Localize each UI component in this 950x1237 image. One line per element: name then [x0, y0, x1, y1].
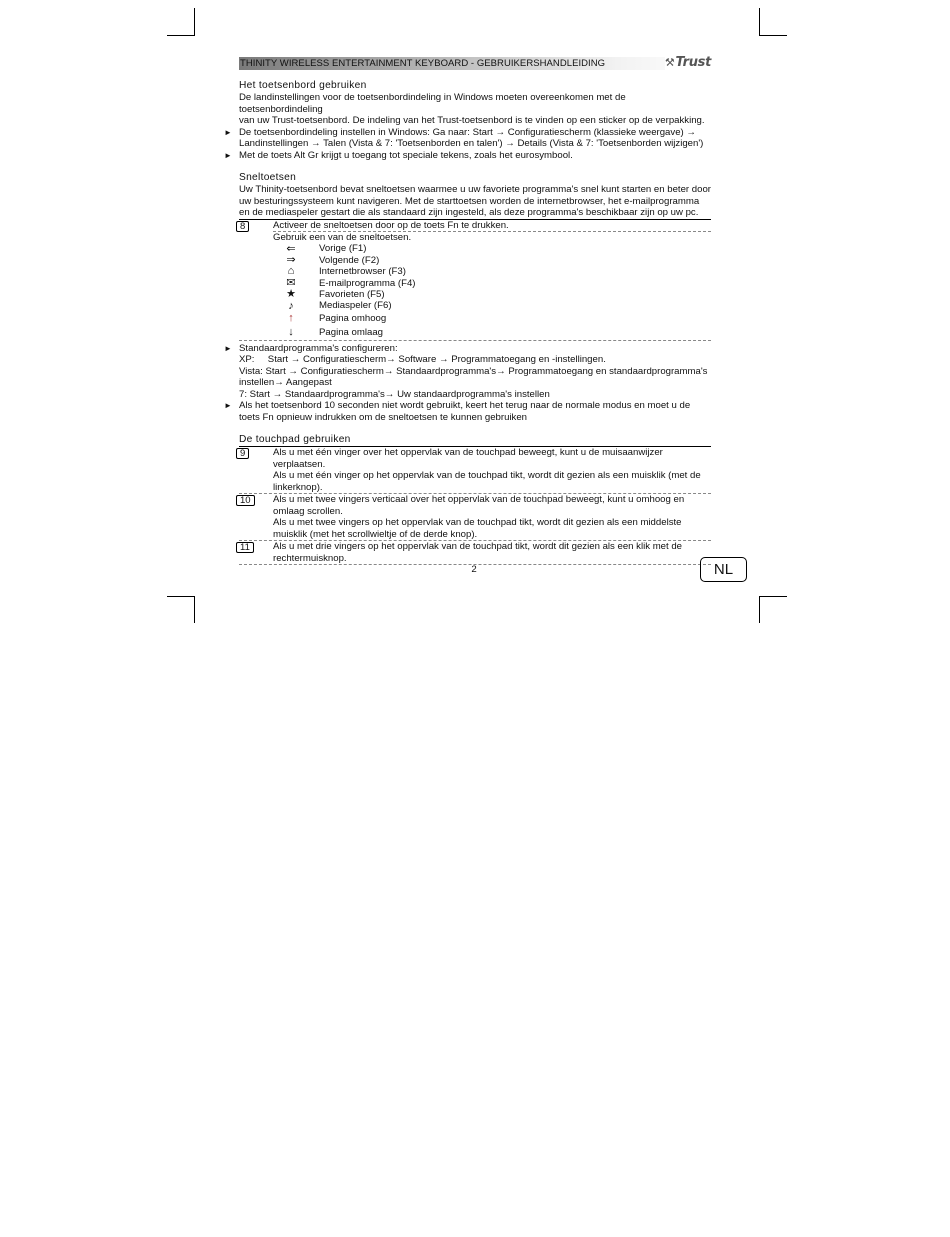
hotkey-item	[273, 266, 711, 277]
paragraph-line: van uw Trust-toetsenbord. De indeling van het Trust-toetsenbord is te vinden op een sticker op de verpakking.	[239, 115, 705, 126]
step-text: Gebruik een van de sneltoetsen.	[273, 232, 412, 243]
step-text: Als u met twee vingers op het oppervlak van de touchpad tikt, wordt dit gezien als een middelste	[273, 517, 682, 529]
step-row-11	[239, 541, 711, 565]
paragraph-line: De landinstellingen voor de toetsenbordindeling in Windows moeten overeenkomen met de toetsenbordindeling	[239, 92, 626, 115]
trust-logo	[665, 55, 711, 70]
language-tab: NL	[700, 557, 747, 582]
hotkey-label: E-mailprogramma (F4)	[319, 277, 416, 289]
bullet-alt-gr	[239, 150, 711, 162]
paragraph-line: toets Fn opnieuw indrukken om de sneltoetsen te kunnen gebruiken	[239, 411, 527, 423]
paragraph-line: XP: Start → Configuratiescherm→ Software → Programmatoegang en -instellingen.	[239, 354, 606, 366]
step-text: linkerknop).	[273, 481, 323, 493]
step-number: 11	[236, 542, 254, 553]
crop-mark	[194, 8, 195, 35]
page-content	[239, 80, 711, 565]
crop-mark	[167, 35, 195, 36]
hotkey-label: Mediaspeler (F6)	[319, 300, 392, 312]
page-down-icon: ↓	[288, 326, 294, 339]
crop-mark	[759, 596, 760, 623]
step-text: Als u met één vinger over het oppervlak van de touchpad beweegt, kunt u de muisaanwijzer	[273, 447, 663, 459]
hotkey-label: Internetbrowser (F3)	[319, 266, 406, 278]
step-text: muisklik (met het scrollwieltje of de derde knop).	[273, 528, 478, 540]
music-note-icon: ♪	[288, 299, 294, 312]
crop-mark	[759, 596, 787, 597]
step-text: rechtermuisknop.	[273, 552, 347, 564]
star-icon: ★	[286, 288, 296, 301]
step-number: 9	[236, 448, 249, 459]
paragraph-line: Vista: Start → Configuratiescherm→ Standaardprogramma's→ Programmatoegang en standaardprogramma's	[239, 365, 708, 377]
hotkey-list	[239, 244, 711, 341]
step-number: 10	[236, 495, 255, 506]
crop-mark	[167, 596, 195, 597]
paragraph-line: 7: Start → Standaardprogramma's→ Uw standaardprogramma's instellen	[239, 388, 550, 400]
section-heading-hotkeys: Sneltoetsen	[239, 172, 297, 183]
hotkey-label: Vorige (F1)	[319, 243, 367, 255]
paragraph-line: Uw Thinity-toetsenbord bevat sneltoetsen waarmee u uw favoriete programma's snel kunt starten en beter door	[239, 184, 711, 195]
paragraph-line: uw besturingssysteem kunt navigeren. Met de starttoetsen worden de internetbrowser, het e-mailprogramma	[239, 195, 700, 207]
step-row-8	[239, 219, 711, 244]
step-text: verplaatsen.	[273, 458, 326, 470]
step-text: Als u met drie vingers op het oppervlak van de touchpad tikt, wordt dit gezien als een klik met de	[273, 541, 683, 553]
hotkey-label: Volgende (F2)	[319, 254, 380, 266]
bullet-keyboard-layout	[239, 127, 711, 150]
crop-mark	[759, 8, 760, 35]
step-text: Als u met twee vingers verticaal over het oppervlak van de touchpad beweegt, kunt u omhoog en	[273, 494, 685, 506]
paragraph-line: ► De toetsenbordindeling instellen in Windows: Ga naar: Start → Configuratiescherm (klassieke weergave) →	[239, 126, 696, 138]
hotkey-label: Pagina omlaag	[319, 327, 384, 339]
paragraph-line: en de mediaspeler gestart die als standaard zijn ingesteld, als deze programma's beschikbaar zijn op uw pc.	[239, 207, 699, 218]
paragraph-line: instellen→ Aangepast	[239, 377, 332, 389]
home-icon: ⌂	[287, 265, 295, 278]
bullet-timeout	[239, 400, 711, 423]
document-title: THINITY WIRELESS ENTERTAINMENT KEYBOARD - GEBRUIKERSHANDLEIDING	[240, 58, 606, 69]
hotkey-item	[273, 244, 711, 255]
trust-logo-icon: ⚒	[664, 56, 675, 69]
section-heading-keyboard: Het toetsenbord gebruiken	[239, 80, 367, 91]
hotkey-label: Pagina omhoog	[319, 313, 387, 325]
step-row-9	[239, 447, 711, 494]
section-heading-touchpad: De touchpad gebruiken	[239, 434, 711, 447]
hotkey-item	[273, 255, 711, 266]
hotkey-item	[273, 326, 711, 340]
page-number: 2	[471, 564, 477, 575]
forward-arrow-icon: ⇒	[286, 254, 296, 267]
hotkey-item	[273, 289, 711, 300]
paragraph-line: Landinstellingen → Talen (Vista & 7: 'Toetsenborden en talen') → Details (Vista & 7: 'Toetsenborden wijzigen')	[239, 138, 704, 149]
trust-logo-text: Trust	[675, 55, 711, 70]
bullet-default-programs	[239, 343, 711, 355]
page-header	[239, 57, 711, 70]
crop-mark	[194, 596, 195, 623]
hotkey-item	[273, 278, 711, 289]
envelope-icon: ✉	[286, 276, 296, 289]
paragraph-line: ► Met de toets Alt Gr krijgt u toegang tot speciale tekens, zoals het eurosymbool.	[239, 149, 573, 161]
step-row-10	[239, 494, 711, 541]
paragraph-line: ► Standaardprogramma's configureren:	[239, 342, 398, 354]
step-text: Activeer de sneltoetsen door op de toets Fn te drukken.	[273, 220, 711, 233]
crop-mark	[759, 35, 787, 36]
step-text: omlaag scrollen.	[273, 505, 343, 517]
hotkey-item	[273, 312, 711, 326]
step-number: 8	[236, 221, 249, 232]
hotkey-item	[273, 300, 711, 311]
back-arrow-icon: ⇐	[286, 242, 296, 255]
hotkey-label: Favorieten (F5)	[319, 289, 385, 301]
page-up-icon: ↑	[288, 312, 294, 325]
step-text: Als u met één vinger op het oppervlak van de touchpad tikt, wordt dit gezien als een muisklik (met de	[273, 470, 701, 482]
paragraph-line: ► Als het toetsenbord 10 seconden niet wordt gebruikt, keert het terug naar de normale modus en moet u de	[239, 400, 691, 412]
